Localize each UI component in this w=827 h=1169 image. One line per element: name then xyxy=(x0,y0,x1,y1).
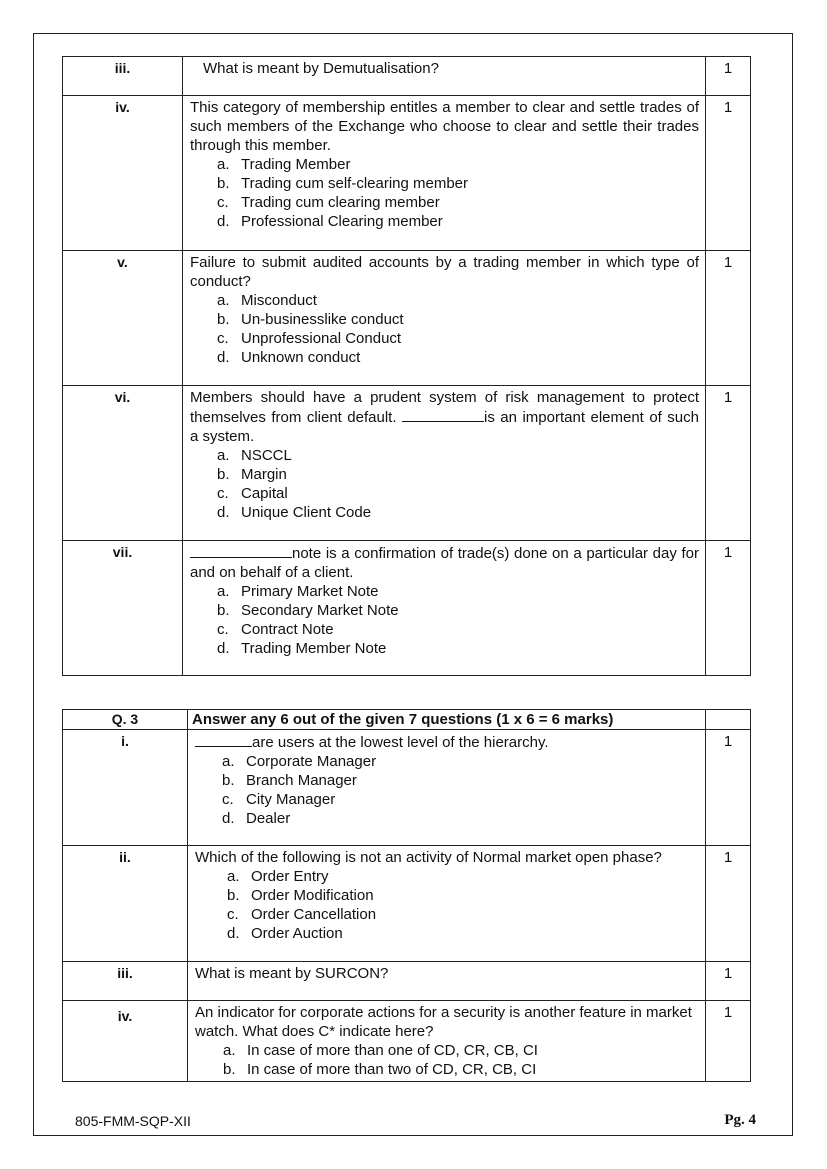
question-marks: 1 xyxy=(706,1001,751,1082)
answer-blank xyxy=(195,732,252,747)
options-list xyxy=(195,1041,699,1079)
table-row xyxy=(63,57,751,96)
section-number: Q. 3 xyxy=(63,710,188,730)
question-text: are users at the lowest level of the hierarchy. xyxy=(195,732,699,752)
question-number: v. xyxy=(63,251,183,386)
list-item: d. Professional Clearing member xyxy=(217,213,443,230)
list-item: c. Contract Note xyxy=(217,621,334,638)
list-item: d. Dealer xyxy=(222,810,291,827)
list-item: c. Unprofessional Conduct xyxy=(217,330,402,347)
list-item: b. Secondary Market Note xyxy=(217,602,399,619)
list-item: c. City Manager xyxy=(222,791,336,808)
table-row xyxy=(63,386,751,541)
table-row xyxy=(63,96,751,251)
question-marks: 1 xyxy=(706,386,751,541)
question-marks: 1 xyxy=(706,541,751,676)
list-item: a. Trading Member xyxy=(217,156,351,173)
list-item: c. Order Cancellation xyxy=(227,906,377,923)
question-text: What is meant by SURCON? xyxy=(188,962,706,1001)
question-number: vi. xyxy=(63,386,183,541)
question-marks: 1 xyxy=(706,730,751,846)
table-row xyxy=(63,251,751,386)
question-number: ii. xyxy=(63,846,188,962)
questions-table-q2 xyxy=(62,56,751,676)
list-item: b. Order Modification xyxy=(227,887,374,904)
options-list xyxy=(190,291,699,367)
list-item: a. Order Entry xyxy=(227,868,329,885)
question-text: Failure to submit audited accounts by a trading member in which type of conduct? xyxy=(190,254,699,290)
table-row xyxy=(63,846,751,962)
question-marks: 1 xyxy=(706,962,751,1001)
answer-blank xyxy=(402,407,484,422)
options-list xyxy=(190,582,699,658)
list-item: a. Primary Market Note xyxy=(217,583,379,600)
document-code: 805-FMM-SQP-XII xyxy=(75,1113,191,1129)
list-item: b. Branch Manager xyxy=(222,772,357,789)
question-number: iv. xyxy=(63,96,183,251)
questions-table-q3 xyxy=(62,709,751,1082)
answer-blank xyxy=(190,543,292,558)
question-marks: 1 xyxy=(706,846,751,962)
question-text: What is meant by Demutualisation? xyxy=(203,60,439,77)
list-item: b. Trading cum self-clearing member xyxy=(217,175,469,192)
question-text: note is a confirmation of trade(s) done on a particular day for and on behalf of a client. xyxy=(190,545,699,581)
list-item: a. In case of more than one of CD, CR, CB, CI xyxy=(223,1042,538,1059)
question-text: Members should have a prudent system of risk management to protect themselves from client default. is an important element of such a system. xyxy=(190,389,699,445)
options-list xyxy=(195,752,699,828)
page-number: Pg. 4 xyxy=(724,1112,756,1128)
table-header-row xyxy=(63,710,751,730)
question-number: vii. xyxy=(63,541,183,676)
list-item: c. Capital xyxy=(217,485,288,502)
list-item: d. Unknown conduct xyxy=(217,349,361,366)
options-list xyxy=(190,155,699,231)
question-number: iii. xyxy=(63,962,188,1001)
question-text: Which of the following is not an activity of Normal market open phase? xyxy=(195,849,662,866)
question-number: i. xyxy=(63,730,188,846)
question-marks: 1 xyxy=(706,251,751,386)
question-text: This category of membership entitles a member to clear and settle trades of such members of the Exchange who choose to clear and settle their trades through this member. xyxy=(190,99,699,154)
list-item: c. Trading cum clearing member xyxy=(217,194,440,211)
list-item: a. Misconduct xyxy=(217,292,317,309)
table-row xyxy=(63,541,751,676)
list-item: a. Corporate Manager xyxy=(222,753,377,770)
section-title: Answer any 6 out of the given 7 questions (1 x 6 = 6 marks) xyxy=(188,710,706,730)
list-item: d. Trading Member Note xyxy=(217,640,387,657)
question-text: An indicator for corporate actions for a security is another feature in market watch. What does C* indicate here? xyxy=(195,1004,692,1040)
list-item: b. Margin xyxy=(217,466,287,483)
table-row xyxy=(63,730,751,846)
question-number: iii. xyxy=(63,57,183,96)
question-marks: 1 xyxy=(706,57,751,96)
question-number: iv. xyxy=(63,1001,188,1082)
list-item: d. Unique Client Code xyxy=(217,504,372,521)
list-item: d. Order Auction xyxy=(227,925,343,942)
options-list xyxy=(195,867,699,943)
question-marks: 1 xyxy=(706,96,751,251)
table-row xyxy=(63,1001,751,1082)
options-list xyxy=(190,446,699,522)
table-row xyxy=(63,962,751,1001)
list-item: a. NSCCL xyxy=(217,447,292,464)
list-item: b. In case of more than two of CD, CR, CB, CI xyxy=(223,1061,537,1078)
list-item: b. Un-businesslike conduct xyxy=(217,311,404,328)
